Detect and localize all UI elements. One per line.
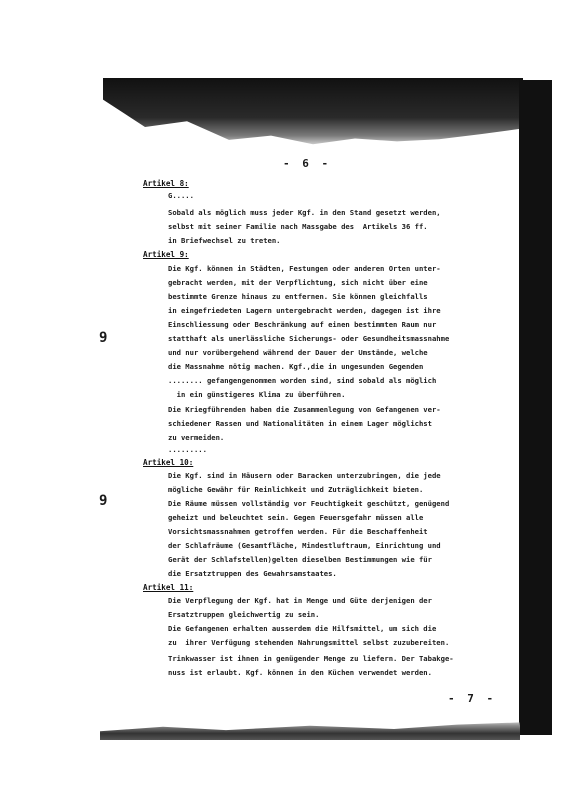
- text-line: schiedener Rassen und Nationalitäten in einem Lager möglichst: [168, 419, 432, 428]
- text-line: zu vermeiden.: [168, 433, 225, 442]
- text-line: Die Kriegführenden haben die Zusammenlegung von Gefangenen ver-: [168, 405, 441, 414]
- text-line: gebracht werden, mit der Verpflichtung, sich nicht über eine: [168, 278, 428, 287]
- article-heading: Artikel 11:: [143, 583, 194, 592]
- text-line: bestimmte Grenze hinaus zu entfernen. Sie können gleichfalls: [168, 292, 428, 301]
- text-line: in Briefwechsel zu treten.: [168, 236, 281, 245]
- text-line: die Massnahme nötig machen. Kgf.,die in ungesunden Gegenden: [168, 362, 424, 371]
- page-number-bottom: - 7 -: [448, 692, 497, 705]
- text-line: die Ersatztruppen des Gewahrsamstaates.: [168, 569, 337, 578]
- text-line: selbst mit seiner Familie nach Massgabe des Artikels 36 ff.: [168, 222, 428, 231]
- text-line: Einschliessung oder Beschränkung auf einen bestimmten Raum nur: [168, 320, 437, 329]
- text-line: Trinkwasser ist ihnen in genügender Menge zu liefern. Der Tabakge-: [168, 654, 454, 663]
- text-line: in eingefriedeten Lagern untergebracht werden, dagegen ist ihre: [168, 306, 441, 315]
- article-heading: Artikel 8:: [143, 179, 189, 188]
- text-line: und nur vorübergehend während der Dauer der Umstände, welche: [168, 348, 428, 357]
- text-line: statthaft als unerlässliche Sicherungs- oder Gesundheitsmassnahme: [168, 334, 450, 343]
- article-heading: Artikel 10:: [143, 458, 194, 467]
- text-line: Gerät der Schlafstellen)gelten dieselben Bestimmungen wie für: [168, 555, 432, 564]
- text-line: Die Kgf. sind in Häusern oder Baracken unterzubringen, die jede: [168, 471, 441, 480]
- text-line: nuss ist erlaubt. Kgf. können in den Küchen verwendet werden.: [168, 668, 432, 677]
- page-number-top: - 6 -: [283, 157, 332, 170]
- text-line: .........: [168, 445, 207, 454]
- punch-hole-mark: 9: [99, 493, 108, 509]
- text-line: Ersatztruppen gleichwertig zu sein.: [168, 610, 320, 619]
- text-line: Die Kgf. können in Städten, Festungen oder anderen Orten unter-: [168, 264, 441, 273]
- text-line: Vorsichtsmassnahmen getroffen werden. Für die Beschaffenheit: [168, 527, 428, 536]
- article-heading: Artikel 9:: [143, 250, 189, 259]
- text-line: Die Gefangenen erhalten ausserdem die Hilfsmittel, um sich die: [168, 624, 437, 633]
- scan-shadow-top: [103, 78, 523, 150]
- text-line: zu ihrer Verfügung stehenden Nahrungsmittel selbst zuzubereiten.: [168, 638, 450, 647]
- text-line: ........ gefangengenommen worden sind, sind sobald als möglich: [168, 376, 437, 385]
- text-line: mögliche Gewähr für Reinlichkeit und Zuträglichkeit bieten.: [168, 485, 424, 494]
- text-line: geheizt und beleuchtet sein. Gegen Feuersgefahr müssen alle: [168, 513, 424, 522]
- scan-shadow-bottom: [100, 718, 520, 740]
- text-line: Die Verpflegung der Kgf. hat in Menge und Güte derjenigen der: [168, 596, 432, 605]
- text-line: G.....: [168, 191, 194, 200]
- text-line: Die Räume müssen vollständig vor Feuchtigkeit geschützt, genügend: [168, 499, 450, 508]
- text-line: in ein günstigeres Klima zu überführen.: [168, 390, 346, 399]
- scan-shadow-right: [519, 80, 552, 735]
- text-line: der Schlafräume (Gesamtfläche, Mindestluftraum, Einrichtung und: [168, 541, 441, 550]
- punch-hole-mark: 9: [99, 330, 108, 346]
- text-line: Sobald als möglich muss jeder Kgf. in den Stand gesetzt werden,: [168, 208, 441, 217]
